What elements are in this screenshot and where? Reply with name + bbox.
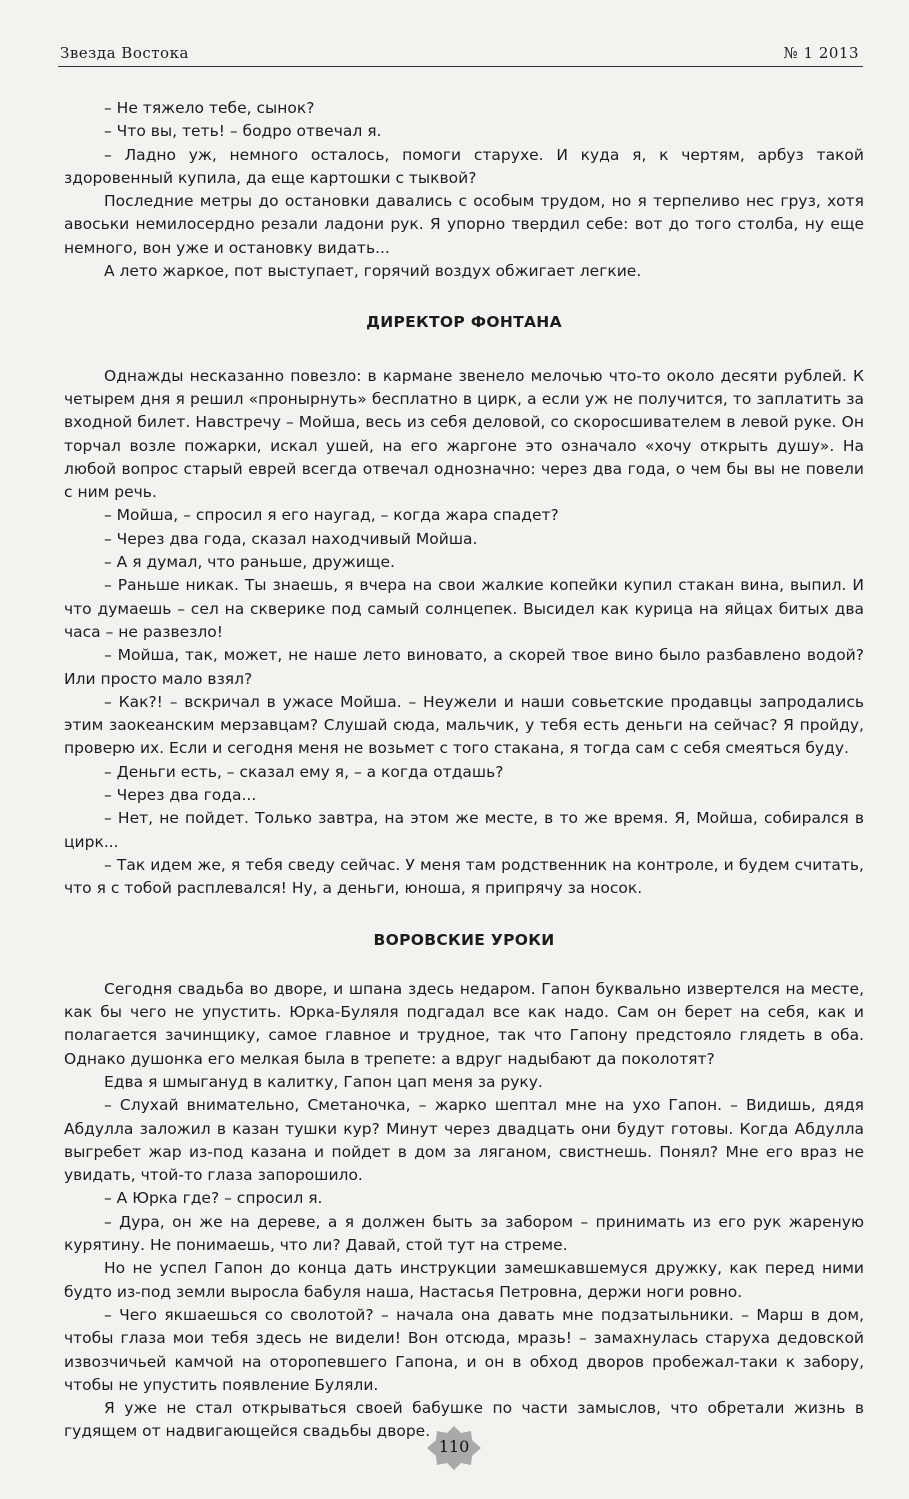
- paragraph: – Так идем же, я тебя сведу сейчас. У меня там родственник на контроле, и будем считать, что я с тобой расплевался! Ну, а деньги, юноша, я припрячу за носок.: [64, 855, 864, 898]
- paragraph: – Через два года...: [104, 786, 257, 805]
- paragraph: А лето жаркое, пот выступает, горячий воздух обжигает легкие.: [104, 262, 642, 281]
- section-director: [64, 365, 864, 901]
- paragraph: Последние метры до остановки давались с особым трудом, но я терпеливо нес груз, хотя авоськи немилосердно резали ладони рук. Я упорно твердил себе: вот до того столба, ну еще немного, вон уже и остановку видать...: [64, 192, 864, 257]
- page-number: 110: [438, 1437, 470, 1456]
- section-heading: ВОРОВСКИЕ УРОКИ: [373, 930, 555, 949]
- section-heading: ДИРЕКТОР ФОНТАНА: [366, 313, 562, 332]
- paragraph: Сегодня свадьба во дворе, и шпана здесь недаром. Гапон буквально извертелся на месте, как бы чего не упустить. Юрка-Буляля подгадал все как надо. Сам он берет на себя, как и полагается зачинщику, самое главное и трудное, так что Гапону предстояло глядеть в оба. Однако душонка его мелкая была в трепете: а вдруг надыбают да поколотят?: [64, 979, 864, 1068]
- paragraph: – Мойша, так, может, не наше лето виновато, а скорей твое вино было разбавлено водой? Или просто мало взял?: [64, 646, 864, 688]
- page-number-badge: [427, 1426, 481, 1470]
- paragraph: – Раньше никак. Ты знаешь, я вчера на свои жалкие копейки купил стакан вина, выпил. И что думаешь – сел на скверике под самый солнцепек. Высидел как курица на яйцах битых два часа – не развезло!: [64, 576, 864, 641]
- paragraph: Однажды несказанно повезло: в кармане звенело мелочью что-то около десяти рублей. К четырем дня я решил «пронырнуть» бесплатно в цирк, а если уж не получится, то заплатить за входной билет. Навстречу – Мойша, весь из себя деловой, со скоросшивателем в левой руке. Он торчал возле пожарки, искал ушей, на его жаргоне это означало «хочу открыть душу». На любой вопрос старый еврей всегда отвечал однозначно: через два года, о чем бы вы не повели с ним речь.: [64, 366, 864, 502]
- paragraph: – Дура, он же на дереве, а я должен быть за забором – принимать из его рук жареную курятину. Не понимаешь, что ли? Давай, стой тут на стреме.: [64, 1212, 864, 1255]
- paragraph: – Нет, не пойдет. Только завтра, на этом же месте, в то же время. Я, Мойша, собирался в цирк...: [64, 809, 864, 851]
- paragraph: Но не успел Гапон до конца дать инструкции замешкавшемуся дружку, как перед ними будто из-под земли выросла бабуля наша, Настасья Петровна, держи ноги ровно.: [64, 1259, 864, 1301]
- paragraph: – А я думал, что раньше, дружище.: [104, 553, 395, 572]
- paragraph: – Мойша, – спросил я его наугад, – когда жара спадет?: [104, 506, 559, 525]
- paragraph: – Ладно уж, немного осталось, помоги старухе. И куда я, к чертям, арбуз такой здоровенный купила, да еще картошки с тыквой?: [64, 145, 864, 187]
- paragraph: – Не тяжело тебе, сынок?: [104, 99, 315, 117]
- paragraph: – Как?! – вскричал в ужасе Мойша. – Неужели и наши совьетские продавцы запродались этим заокеанским мерзавцам? Слушай сюда, мальчик, у тебя есть деньги на сейчас? Я пройду, проверю их. Если и сегодня меня не возьмет с того стакана, я тогда сам с себя смеяться буду.: [64, 692, 864, 758]
- paragraph: – Через два года, сказал находчивый Мойша.: [104, 529, 478, 548]
- journal-title: Звезда Востока: [60, 44, 189, 62]
- paragraph: – А Юрка где? – спросил я.: [104, 1189, 323, 1208]
- paragraph: – Деньги есть, – сказал ему я, – а когда отдашь?: [104, 762, 504, 781]
- article-body: [64, 97, 864, 1444]
- section-thief-lessons: [64, 978, 864, 1444]
- paragraph: Я уже не стал открываться своей бабушке по части замыслов, что обретали жизнь в гудящем от надвигающейся свадьбы дворе.: [64, 1399, 864, 1441]
- paragraph: – Слухай внимательно, Сметаночка, – жарко шептал мне на ухо Гапон. – Видишь, дядя Абдулла заложил в казан тушки кур? Минут через двадцать они будут готовы. Когда Абдулла выгребет жар из-под казана и пойдет в дом за ляганом, свистнешь. Понял? Мне его враз не увидать, чтой-то глаза запорошило.: [64, 1096, 864, 1185]
- paragraph: – Что вы, теть! – бодро отвечал я.: [104, 122, 382, 141]
- intro-block: [64, 97, 864, 283]
- running-header: [58, 40, 863, 67]
- paragraph: Едва я шмыгануд в калитку, Гапон цап меня за руку.: [104, 1072, 543, 1091]
- paragraph: – Чего якшаешься со сволотой? – начала она давать мне подзатыльники. – Марш в дом, чтобы глаза мои тебя здесь не видели! Вон отсюда, мразь! – замахнулась старуха дедовской извозчичьей камчой на оторопевшего Гапона, и он в обход дворов пробежал-таки к забору, чтобы не упустить появление Буляли.: [64, 1305, 864, 1394]
- issue-number: № 1 2013: [783, 44, 859, 62]
